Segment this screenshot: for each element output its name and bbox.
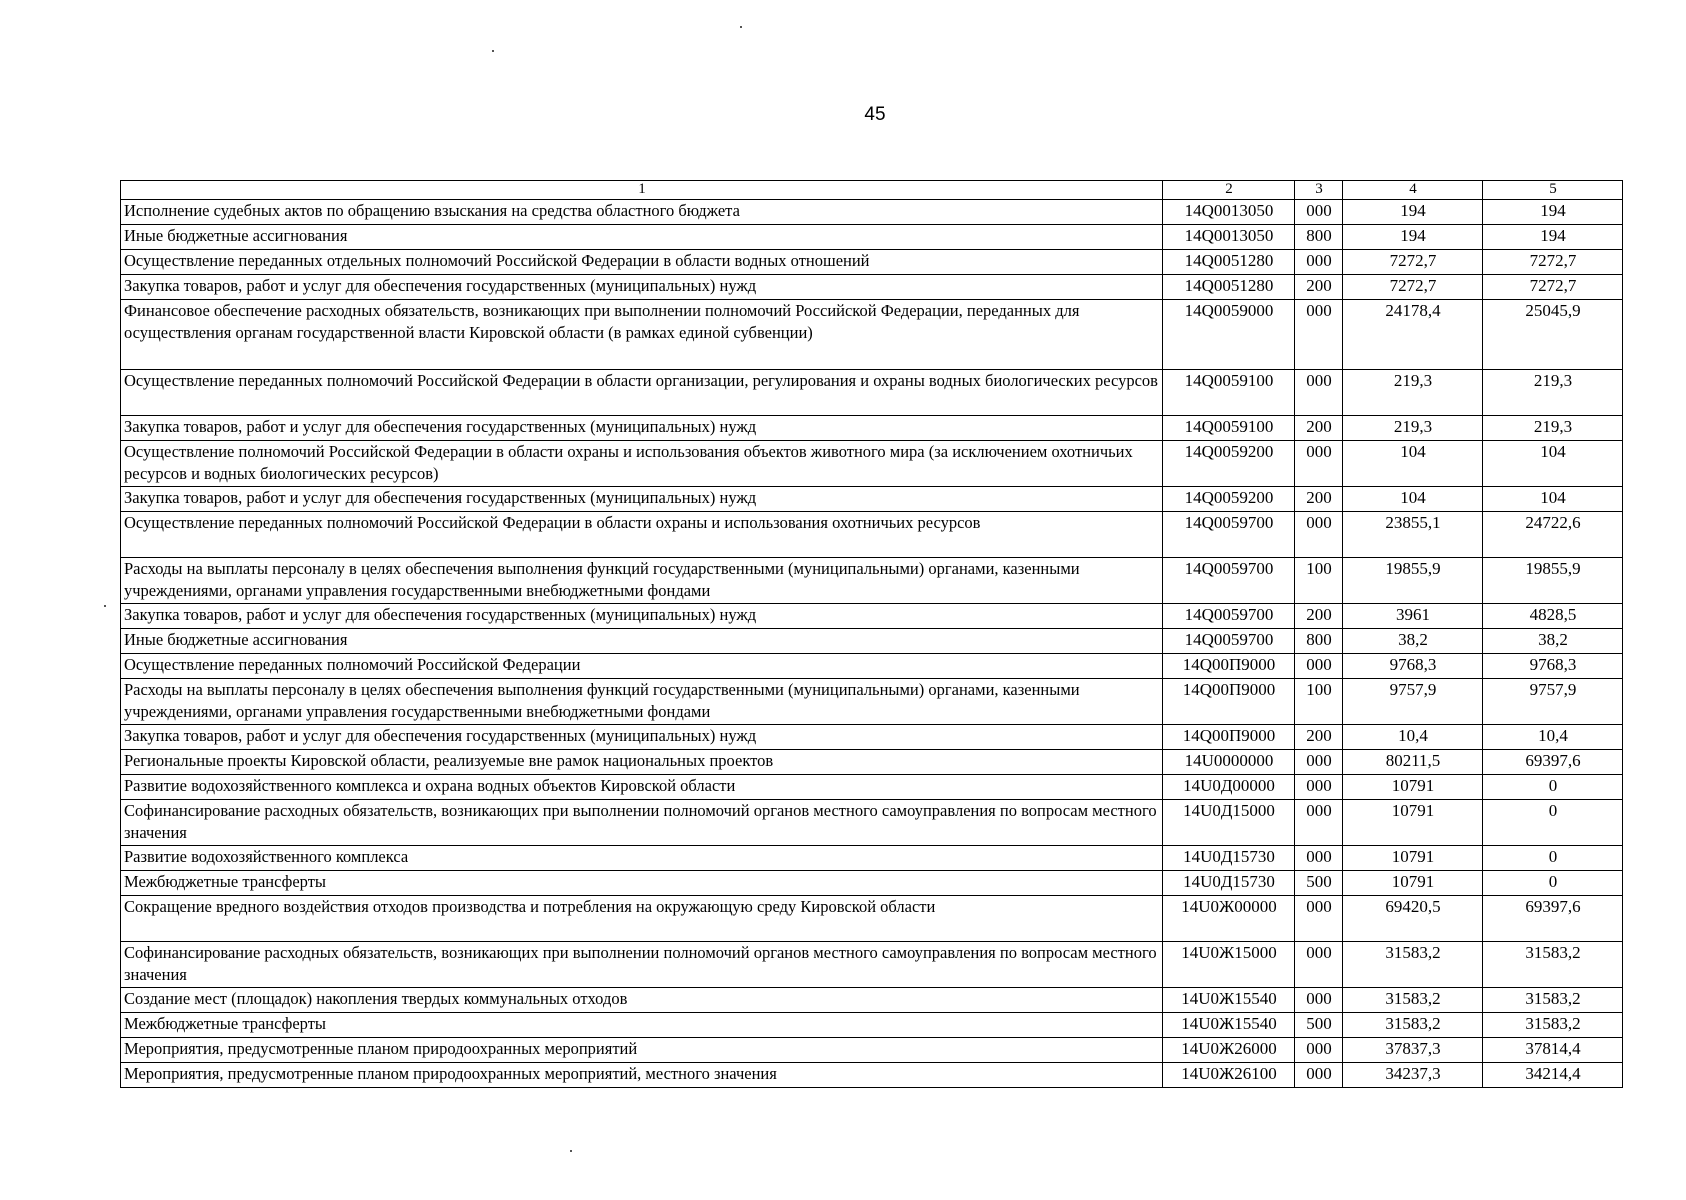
row-value-4: 10,4	[1343, 725, 1483, 750]
row-type: 000	[1295, 441, 1343, 487]
row-name: Расходы на выплаты персоналу в целях обеспечения выполнения функций государственными (муниципальными) органами, казенными учреждениями, органами управления государственными внебюджетными фондами	[121, 558, 1163, 604]
table-row	[121, 300, 1623, 370]
row-value-4: 10791	[1343, 846, 1483, 871]
row-name: Закупка товаров, работ и услуг для обеспечения государственных (муниципальных) нужд	[121, 416, 1163, 441]
row-name: Исполнение судебных актов по обращению взыскания на средства областного бюджета	[121, 200, 1163, 225]
row-value-5: 31583,2	[1483, 942, 1623, 988]
row-value-4: 31583,2	[1343, 1013, 1483, 1038]
table-row	[121, 487, 1623, 512]
row-type: 200	[1295, 725, 1343, 750]
table-row	[121, 1038, 1623, 1063]
scan-speck	[104, 605, 106, 607]
row-name: Закупка товаров, работ и услуг для обеспечения государственных (муниципальных) нужд	[121, 275, 1163, 300]
table-row	[121, 988, 1623, 1013]
budget-table	[120, 180, 1623, 1088]
table-row	[121, 604, 1623, 629]
row-type: 200	[1295, 604, 1343, 629]
table-row	[121, 275, 1623, 300]
table-row	[121, 370, 1623, 416]
table-row	[121, 896, 1623, 942]
row-value-5: 7272,7	[1483, 250, 1623, 275]
row-value-4: 69420,5	[1343, 896, 1483, 942]
table-row	[121, 871, 1623, 896]
scan-speck	[740, 26, 742, 28]
row-name: Осуществление переданных полномочий Российской Федерации в области организации, регулирования и охраны водных биологических ресурсов	[121, 370, 1163, 416]
row-value-4: 31583,2	[1343, 942, 1483, 988]
row-value-4: 10791	[1343, 800, 1483, 846]
row-value-5: 0	[1483, 846, 1623, 871]
row-value-4: 10791	[1343, 775, 1483, 800]
row-name: Софинансирование расходных обязательств, возникающих при выполнении полномочий органов местного самоуправления по вопросам местного значения	[121, 942, 1163, 988]
row-type: 000	[1295, 750, 1343, 775]
row-value-5: 4828,5	[1483, 604, 1623, 629]
row-value-5: 69397,6	[1483, 750, 1623, 775]
row-value-5: 104	[1483, 441, 1623, 487]
scan-speck	[570, 1150, 572, 1152]
header-cell: 3	[1295, 181, 1343, 200]
row-name: Развитие водохозяйственного комплекса и охрана водных объектов Кировской области	[121, 775, 1163, 800]
row-value-4: 7272,7	[1343, 275, 1483, 300]
row-code: 14Q0059700	[1163, 604, 1295, 629]
row-code: 14Q0059100	[1163, 370, 1295, 416]
row-type: 200	[1295, 275, 1343, 300]
row-code: 14U0000000	[1163, 750, 1295, 775]
table-row	[121, 775, 1623, 800]
row-value-5: 194	[1483, 225, 1623, 250]
row-type: 000	[1295, 512, 1343, 558]
row-code: 14U0Ж15540	[1163, 988, 1295, 1013]
row-name: Региональные проекты Кировской области, реализуемые вне рамок национальных проектов	[121, 750, 1163, 775]
row-value-5: 25045,9	[1483, 300, 1623, 370]
row-name: Иные бюджетные ассигнования	[121, 225, 1163, 250]
row-value-5: 34214,4	[1483, 1063, 1623, 1088]
row-value-5: 219,3	[1483, 416, 1623, 441]
row-value-4: 38,2	[1343, 629, 1483, 654]
row-code: 14Q0059700	[1163, 558, 1295, 604]
table-row	[121, 846, 1623, 871]
row-name: Мероприятия, предусмотренные планом природоохранных мероприятий, местного значения	[121, 1063, 1163, 1088]
row-value-5: 0	[1483, 775, 1623, 800]
row-name: Сокращение вредного воздействия отходов производства и потребления на окружающую среду Кировской области	[121, 896, 1163, 942]
row-name: Осуществление переданных полномочий Российской Федерации в области охраны и использования охотничьих ресурсов	[121, 512, 1163, 558]
row-code: 14Q00П9000	[1163, 725, 1295, 750]
row-name: Межбюджетные трансферты	[121, 1013, 1163, 1038]
row-value-4: 34237,3	[1343, 1063, 1483, 1088]
row-type: 100	[1295, 679, 1343, 725]
table-row	[121, 750, 1623, 775]
row-code: 14Q0013050	[1163, 200, 1295, 225]
row-type: 200	[1295, 416, 1343, 441]
row-code: 14Q00П9000	[1163, 679, 1295, 725]
row-code: 14Q00П9000	[1163, 654, 1295, 679]
table-row	[121, 942, 1623, 988]
row-value-5: 9757,9	[1483, 679, 1623, 725]
table-row	[121, 200, 1623, 225]
row-value-5: 31583,2	[1483, 988, 1623, 1013]
row-value-4: 3961	[1343, 604, 1483, 629]
table-row	[121, 250, 1623, 275]
row-name: Межбюджетные трансферты	[121, 871, 1163, 896]
row-type: 000	[1295, 300, 1343, 370]
row-name: Закупка товаров, работ и услуг для обеспечения государственных (муниципальных) нужд	[121, 487, 1163, 512]
table-row	[121, 629, 1623, 654]
table-row	[121, 441, 1623, 487]
row-value-5: 31583,2	[1483, 1013, 1623, 1038]
row-name: Иные бюджетные ассигнования	[121, 629, 1163, 654]
row-value-5: 37814,4	[1483, 1038, 1623, 1063]
row-type: 500	[1295, 871, 1343, 896]
row-code: 14Q0059700	[1163, 512, 1295, 558]
row-type: 100	[1295, 558, 1343, 604]
row-value-4: 219,3	[1343, 416, 1483, 441]
row-type: 200	[1295, 487, 1343, 512]
row-code: 14U0Д00000	[1163, 775, 1295, 800]
table-row	[121, 654, 1623, 679]
row-type: 000	[1295, 1038, 1343, 1063]
row-value-5: 24722,6	[1483, 512, 1623, 558]
row-code: 14Q0051280	[1163, 250, 1295, 275]
header-cell: 5	[1483, 181, 1623, 200]
table-row	[121, 725, 1623, 750]
row-value-4: 37837,3	[1343, 1038, 1483, 1063]
row-name: Осуществление переданных отдельных полномочий Российской Федерации в области водных отношений	[121, 250, 1163, 275]
row-name: Осуществление переданных полномочий Российской Федерации	[121, 654, 1163, 679]
row-value-4: 104	[1343, 487, 1483, 512]
row-name: Финансовое обеспечение расходных обязательств, возникающих при выполнении полномочий Российской Федерации, переданных для осуществления органам государственной власти Кировской области (в рамках единой субвенции)	[121, 300, 1163, 370]
row-type: 000	[1295, 654, 1343, 679]
row-type: 000	[1295, 942, 1343, 988]
table-row	[121, 512, 1623, 558]
row-value-5: 69397,6	[1483, 896, 1623, 942]
row-type: 000	[1295, 988, 1343, 1013]
row-type: 000	[1295, 800, 1343, 846]
row-value-5: 104	[1483, 487, 1623, 512]
row-code: 14U0Ж26100	[1163, 1063, 1295, 1088]
row-value-4: 194	[1343, 200, 1483, 225]
row-value-5: 19855,9	[1483, 558, 1623, 604]
row-name: Создание мест (площадок) накопления твердых коммунальных отходов	[121, 988, 1163, 1013]
row-name: Закупка товаров, работ и услуг для обеспечения государственных (муниципальных) нужд	[121, 725, 1163, 750]
header-cell: 4	[1343, 181, 1483, 200]
table-row	[121, 800, 1623, 846]
row-value-4: 80211,5	[1343, 750, 1483, 775]
row-type: 000	[1295, 200, 1343, 225]
row-code: 14Q0013050	[1163, 225, 1295, 250]
table-header-row	[121, 181, 1623, 200]
row-value-5: 10,4	[1483, 725, 1623, 750]
row-value-5: 38,2	[1483, 629, 1623, 654]
row-code: 14Q0059200	[1163, 487, 1295, 512]
table-row	[121, 1013, 1623, 1038]
row-type: 000	[1295, 896, 1343, 942]
row-value-5: 0	[1483, 871, 1623, 896]
row-value-4: 24178,4	[1343, 300, 1483, 370]
row-type: 000	[1295, 1063, 1343, 1088]
row-code: 14U0Д15730	[1163, 846, 1295, 871]
scan-speck	[492, 50, 494, 52]
row-code: 14U0Ж15000	[1163, 942, 1295, 988]
row-type: 000	[1295, 846, 1343, 871]
row-value-4: 7272,7	[1343, 250, 1483, 275]
row-code: 14Q0059200	[1163, 441, 1295, 487]
row-value-5: 0	[1483, 800, 1623, 846]
row-value-4: 9757,9	[1343, 679, 1483, 725]
row-type: 000	[1295, 775, 1343, 800]
row-value-4: 9768,3	[1343, 654, 1483, 679]
table-row	[121, 1063, 1623, 1088]
row-value-5: 9768,3	[1483, 654, 1623, 679]
table-row	[121, 416, 1623, 441]
row-name: Софинансирование расходных обязательств, возникающих при выполнении полномочий органов местного самоуправления по вопросам местного значения	[121, 800, 1163, 846]
row-value-4: 19855,9	[1343, 558, 1483, 604]
row-name: Закупка товаров, работ и услуг для обеспечения государственных (муниципальных) нужд	[121, 604, 1163, 629]
row-value-4: 194	[1343, 225, 1483, 250]
row-value-5: 194	[1483, 200, 1623, 225]
row-code: 14Q0051280	[1163, 275, 1295, 300]
row-code: 14U0Д15000	[1163, 800, 1295, 846]
header-cell: 1	[121, 181, 1163, 200]
page-number: 45	[864, 104, 886, 125]
row-code: 14U0Д15730	[1163, 871, 1295, 896]
row-value-4: 10791	[1343, 871, 1483, 896]
row-code: 14U0Ж15540	[1163, 1013, 1295, 1038]
row-value-5: 219,3	[1483, 370, 1623, 416]
row-value-4: 219,3	[1343, 370, 1483, 416]
header-cell: 2	[1163, 181, 1295, 200]
row-code: 14Q0059100	[1163, 416, 1295, 441]
row-code: 14U0Ж00000	[1163, 896, 1295, 942]
row-name: Осуществление полномочий Российской Федерации в области охраны и использования объектов животного мира (за исключением охотничьих ресурсов и водных биологических ресурсов)	[121, 441, 1163, 487]
table-row	[121, 679, 1623, 725]
table-row	[121, 558, 1623, 604]
row-value-4: 23855,1	[1343, 512, 1483, 558]
row-code: 14Q0059700	[1163, 629, 1295, 654]
row-value-4: 31583,2	[1343, 988, 1483, 1013]
row-name: Расходы на выплаты персоналу в целях обеспечения выполнения функций государственными (муниципальными) органами, казенными учреждениями, органами управления государственными внебюджетными фондами	[121, 679, 1163, 725]
row-name: Развитие водохозяйственного комплекса	[121, 846, 1163, 871]
row-type: 000	[1295, 250, 1343, 275]
row-name: Мероприятия, предусмотренные планом природоохранных мероприятий	[121, 1038, 1163, 1063]
row-value-4: 104	[1343, 441, 1483, 487]
row-type: 000	[1295, 370, 1343, 416]
row-type: 800	[1295, 629, 1343, 654]
row-type: 500	[1295, 1013, 1343, 1038]
row-code: 14Q0059000	[1163, 300, 1295, 370]
row-value-5: 7272,7	[1483, 275, 1623, 300]
row-code: 14U0Ж26000	[1163, 1038, 1295, 1063]
row-type: 800	[1295, 225, 1343, 250]
table-row	[121, 225, 1623, 250]
